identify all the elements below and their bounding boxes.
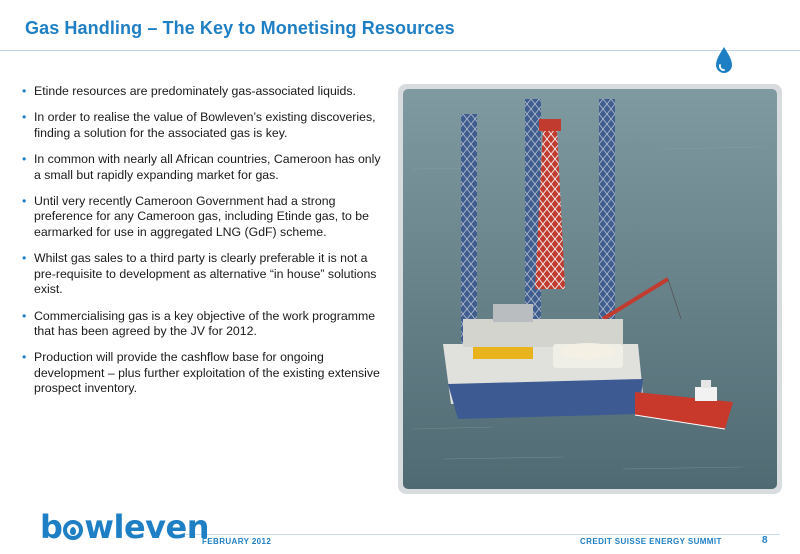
water-drop-icon [713,45,735,75]
bullet-item: • In common with nearly all African countries, Cameroon has only a small but rapidly expanding market for gas. [22,152,382,183]
logo-text-end: wleven [84,508,209,546]
footer-event-name: CREDIT SUISSE ENERGY SUMMIT [580,537,722,546]
offshore-rig-photo-frame [398,84,782,494]
title-divider [0,50,800,51]
bullet-item: • Whilst gas sales to a third party is clearly preferable it is not a pre-requisite to development as alternative “in house” solutions exist. [22,251,382,298]
bullet-item: • Commercialising gas is a key objective of the work programme that has been agreed by the JV for 2012. [22,309,382,340]
footer-divider [180,534,780,535]
slide-title: Gas Handling – The Key to Monetising Resources [25,18,455,38]
bowleven-logo [40,508,209,546]
bullet-item: • Until very recently Cameroon Government had a strong preference for any Cameroon gas, including Etinde gas, to be earmarked for use in aggregated LNG (GdF) scheme. [22,194,382,241]
bullet-item: • Production will provide the cashflow base for ongoing development – plus further exploitation of the existing extensive prospect inventory. [22,350,382,397]
logo-drop-o-icon [63,520,83,540]
bullet-item: • Etinde resources are predominately gas-associated liquids. [22,84,382,100]
page-number: 8 [762,535,768,546]
offshore-drilling-rig-photo [403,89,777,489]
bullet-item: • In order to realise the value of Bowleven’s existing discoveries, finding a solution for the associated gas is key. [22,110,382,141]
logo-text-start: b [40,508,63,546]
bullet-list [22,84,382,408]
footer-date: FEBRUARY 2012 [202,537,272,546]
